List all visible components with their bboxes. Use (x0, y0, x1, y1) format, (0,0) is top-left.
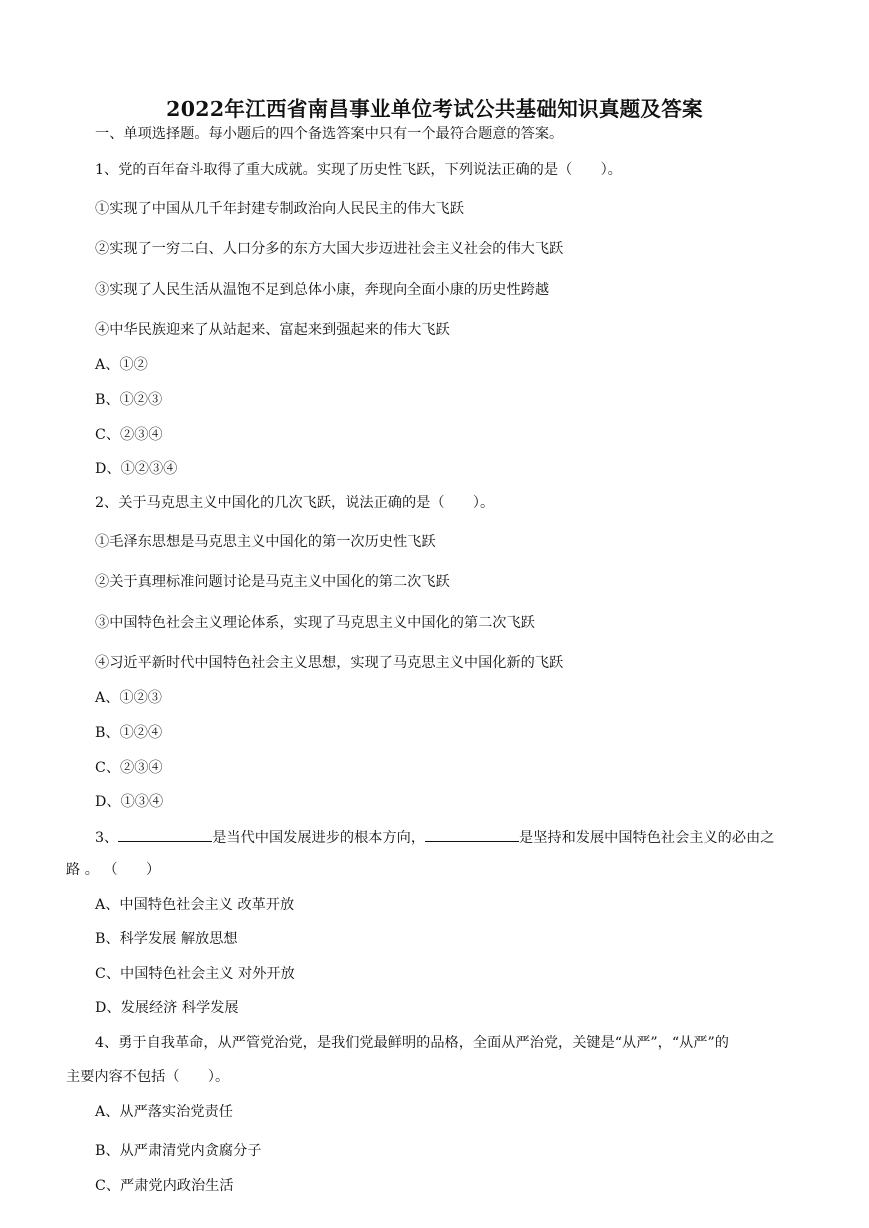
q2-option-d: D、①③④ (95, 794, 164, 810)
q1-statement-1: ①实现了中国从几千年封建专制政治向人民民主的伟大飞跃 (95, 201, 464, 217)
q4-stem-line2: 主要内容不包括（ ）。 (66, 1069, 230, 1085)
q4-option-a: A、从严落实治党责任 (95, 1104, 233, 1120)
q2-statement-4: ④习近平新时代中国特色社会主义思想，实现了马克思主义中国化新的飞跃 (95, 655, 564, 671)
q3-stem (95, 826, 774, 848)
q4-stem-line1: 4、勇于自我革命，从严管党治党，是我们党最鲜明的品格，全面从严治党，关键是“从严”，“从严”的 (95, 1035, 729, 1051)
q1-option-b: B、①②③ (95, 392, 163, 408)
q3-stem-part1: 是当代中国发展进步的根本方向， (212, 830, 426, 846)
fill-blank-2 (425, 826, 519, 842)
q2-option-a: A、①②③ (95, 690, 162, 706)
q2-statement-1: ①毛泽东思想是马克思主义中国化的第一次历史性飞跃 (95, 534, 436, 550)
q1-option-a: A、①② (95, 357, 148, 373)
q1-statement-4: ④中华民族迎来了从站起来、富起来到强起来的伟大飞跃 (95, 322, 450, 338)
q3-option-a: A、中国特色社会主义 改革开放 (95, 897, 295, 913)
document-title: 2022年江西省南昌事业单位考试公共基础知识真题及答案 (166, 97, 703, 121)
q3-option-c: C、中国特色社会主义 对外开放 (95, 966, 295, 982)
q3-stem-part2: 是坚持和发展中国特色社会主义的必由之 (519, 830, 775, 846)
q1-option-d: D、①②③④ (95, 461, 178, 477)
q4-option-b: B、从严肃清党内贪腐分子 (95, 1143, 262, 1159)
fill-blank-1 (118, 826, 212, 842)
q2-option-c: C、②③④ (95, 760, 163, 776)
section-heading: 一、单项选择题。每小题后的四个备选答案中只有一个最符合题意的答案。 (95, 126, 564, 142)
q2-statement-2: ②关于真理标准问题讨论是马克主义中国化的第二次飞跃 (95, 574, 450, 590)
q2-stem: 2、关于马克思主义中国化的几次飞跃，说法正确的是（ ）。 (95, 495, 495, 511)
q3-option-b: B、科学发展 解放思想 (95, 931, 238, 947)
q1-statement-3: ③实现了人民生活从温饱不足到总体小康，奔现向全面小康的历史性跨越 (95, 282, 550, 298)
q2-statement-3: ③中国特色社会主义理论体系，实现了马克思主义中国化的第二次飞跃 (95, 615, 535, 631)
q1-option-c: C、②③④ (95, 427, 163, 443)
q3-option-d: D、发展经济 科学发展 (95, 1000, 239, 1016)
q1-statement-2: ②实现了一穷二白、人口分多的东方大国大步迈进社会主义社会的伟大飞跃 (95, 241, 564, 257)
q4-option-c: C、严肃党内政治生活 (95, 1178, 234, 1194)
q3-number: 3、 (95, 830, 119, 846)
q2-option-b: B、①②④ (95, 725, 163, 741)
q1-stem: 1、党的百年奋斗取得了重大成就。实现了历史性飞跃，下列说法正确的是（ ）。 (95, 162, 622, 178)
q3-stem-line2: 路 。 （ ） (66, 862, 161, 878)
